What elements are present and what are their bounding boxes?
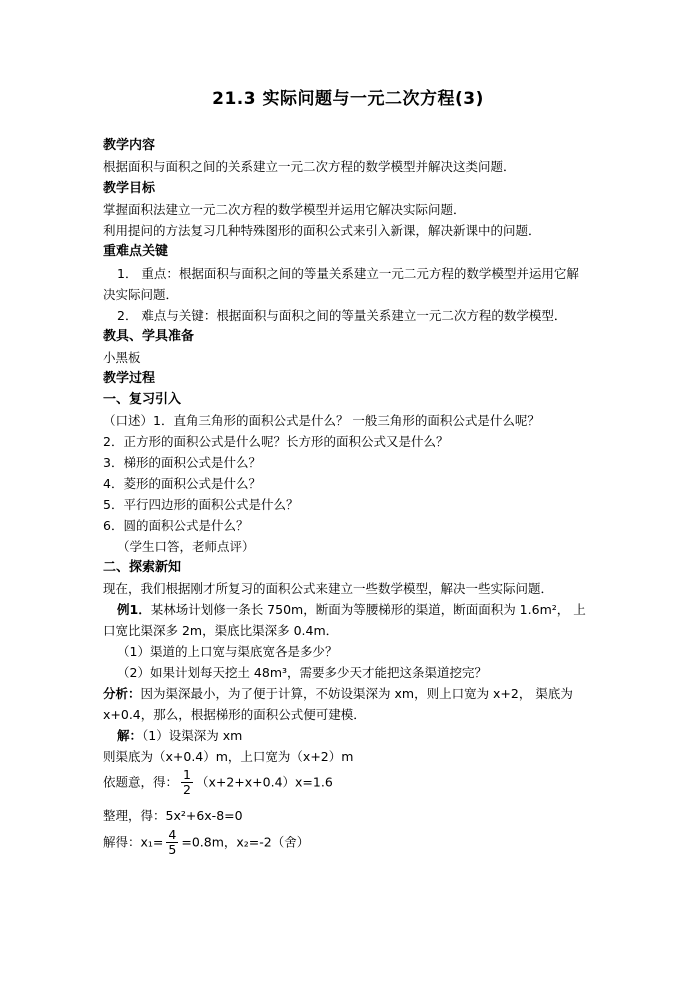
example-1-line-1 <box>117 602 586 618</box>
review-note: （学生口答，老师点评） <box>117 539 255 554</box>
fraction-numerator: 1 <box>183 767 191 782</box>
tools-text: 小黑板 <box>103 350 141 365</box>
example-1-label: 例1． <box>117 602 151 617</box>
review-item-3: 3．梯形的面积公式是什么？ <box>103 455 261 470</box>
fraction-denominator: 2 <box>183 782 191 797</box>
solution-result <box>103 828 309 857</box>
fraction-four-fifths <box>166 828 178 857</box>
analysis-line-2: x+0.4，那么，根据梯形的面积公式便可建模． <box>103 707 366 722</box>
example-1-line-2: 口宽比渠深多 2m，渠底比渠深多 0.4m． <box>103 623 339 638</box>
solution-result-prefix: 解得：x₁= <box>103 834 164 850</box>
solution-step-2: 则渠底为（x+0.4）m，上口宽为（x+2）m <box>103 749 354 764</box>
review-item-4: 4．菱形的面积公式是什么？ <box>103 476 261 491</box>
goal-heading: 教学目标 <box>103 181 156 196</box>
example-1-text: 某林场计划修一条长 750m，断面为等腰梯形的渠道，断面面积为 1.6m²， 上 <box>150 602 586 617</box>
fraction-numerator: 4 <box>168 827 177 842</box>
solution-equation <box>103 768 333 797</box>
solution-line-1 <box>117 728 242 744</box>
key-point-1-cont: 决实际问题． <box>103 287 179 302</box>
review-item-6: 6．圆的面积公式是什么？ <box>103 518 249 533</box>
content-text: 根据面积与面积之间的关系建立一元二次方程的数学模型并解决这类问题． <box>103 159 516 174</box>
review-item-5: 5．平行四边形的面积公式是什么？ <box>103 497 299 512</box>
solution-result-suffix: =0.8m，x₂=-2（舍） <box>181 834 310 850</box>
process-heading: 教学过程 <box>103 371 156 386</box>
analysis-line-1 <box>103 686 573 702</box>
explore-text: 现在，我们根据刚才所复习的面积公式来建立一些数学模型，解决一些实际问题． <box>103 581 554 596</box>
solution-equation-prefix: 依题意，得： <box>103 774 179 790</box>
example-1-question-2: （2）如果计划每天挖土 48m³，需要多少天才能把这条渠道挖完？ <box>117 665 488 680</box>
solution-step-1: （1）设渠深为 xm <box>142 728 243 743</box>
review-item-1: （口述）1．直角三角形的面积公式是什么？ 一般三角形的面积公式是什么呢？ <box>103 413 540 428</box>
key-point-1: 1． 重点：根据面积与面积之间的等量关系建立一元二元方程的数学模型并运用它解 <box>117 266 579 281</box>
example-1-question-1: （1）渠道的上口宽与渠底宽各是多少？ <box>117 644 338 659</box>
review-item-2: 2．正方形的面积公式是什么呢？长方形的面积公式又是什么？ <box>103 434 449 449</box>
fraction-one-half <box>181 768 193 797</box>
solution-equation-suffix: （x+2+x+0.4）x=1.6 <box>195 774 333 790</box>
fraction-denominator: 5 <box>168 842 177 857</box>
analysis-text: 因为渠深最小，为了便于计算，不妨设渠深为 xm，则上口宽为 x+2， 渠底为 <box>140 686 573 701</box>
page-title: 21.3 实际问题与一元二次方程(3) <box>212 89 484 109</box>
content-heading: 教学内容 <box>103 138 156 153</box>
key-heading: 重难点关键 <box>103 244 169 259</box>
solution-label: 解： <box>117 728 143 743</box>
goal-text-2: 利用提问的方法复习几种特殊图形的面积公式来引入新课，解决新课中的问题． <box>103 223 541 238</box>
tools-heading: 教具、学具准备 <box>103 329 195 344</box>
solution-step-4: 整理，得：5x²+6x-8=0 <box>103 808 243 823</box>
key-point-2: 2． 难点与关键：根据面积与面积之间的等量关系建立一元二次方程的数学模型． <box>117 308 567 323</box>
explore-heading: 二、探索新知 <box>103 560 182 575</box>
review-heading: 一、复习引入 <box>103 392 182 407</box>
analysis-label: 分析： <box>103 686 141 701</box>
goal-text-1: 掌握面积法建立一元二次方程的数学模型并运用它解决实际问题． <box>103 202 466 217</box>
